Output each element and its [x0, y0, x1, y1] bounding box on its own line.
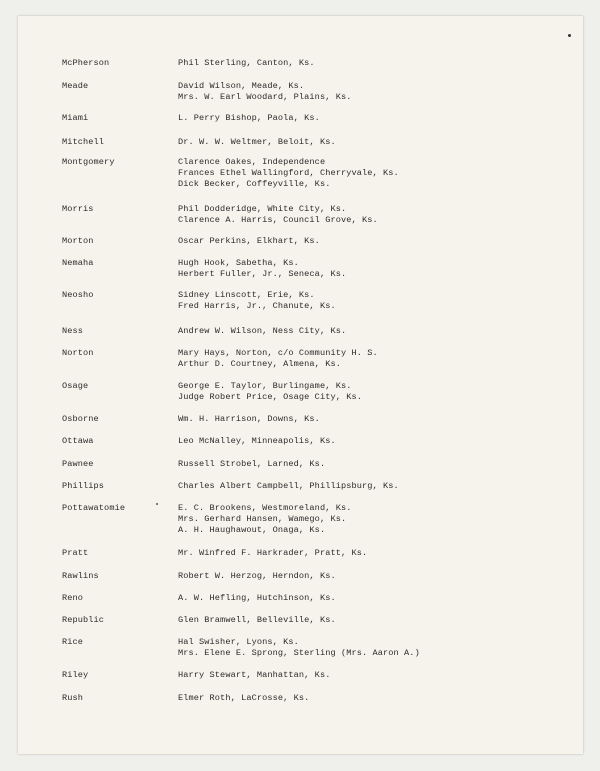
contact-names [178, 670, 330, 681]
contact-line: A. W. Hefling, Hutchinson, Ks. [178, 593, 336, 603]
county-name: Republic [62, 615, 105, 625]
contact-line: Russell Strobel, Larned, Ks. [178, 459, 326, 469]
contact-line: Clarence A. Harris, Council Grove, Ks. [178, 215, 378, 225]
contact-line: Glen Bramwell, Belleville, Ks. [178, 615, 336, 625]
contact-line: Fred Harris, Jr., Chanute, Ks. [178, 301, 336, 311]
contact-names [178, 436, 336, 447]
county-name: Osborne [62, 414, 99, 424]
county-name: Mitchell [62, 137, 105, 147]
county-name: Nemaha [62, 258, 94, 268]
county-name: Phillips [62, 481, 105, 491]
contact-names [178, 414, 320, 425]
county-name: McPherson [62, 58, 110, 68]
contact-names [178, 693, 309, 704]
contact-names [178, 381, 362, 403]
contact-names [178, 571, 336, 582]
county-name: Riley [62, 670, 89, 680]
contact-line: Hugh Hook, Sabetha, Ks. [178, 258, 299, 268]
contact-line: Charles Albert Campbell, Phillipsburg, Ks. [178, 481, 399, 491]
contact-names [178, 113, 320, 124]
contact-names [178, 290, 336, 312]
contact-names [178, 81, 351, 103]
contact-line: Elmer Roth, LaCrosse, Ks. [178, 693, 310, 703]
contact-names [178, 637, 420, 659]
contact-line: Mary Hays, Norton, c/o Community H. S. [178, 348, 378, 358]
contact-line: Hal Swisher, Lyons, Ks. [178, 637, 299, 647]
contact-line: Leo McNalley, Minneapolis, Ks. [178, 436, 336, 446]
contact-line: Mrs. W. Earl Woodard, Plains, Ks. [178, 92, 352, 102]
contact-names [178, 204, 378, 226]
county-name: Morton [62, 236, 94, 246]
contact-line: Judge Robert Price, Osage City, Ks. [178, 392, 362, 402]
contact-line: Sidney Linscott, Erie, Ks. [178, 290, 315, 300]
contact-names [178, 58, 315, 69]
contact-line: Robert W. Herzog, Herndon, Ks. [178, 571, 336, 581]
contact-names [178, 326, 346, 337]
contact-names [178, 236, 320, 247]
county-name: Rush [62, 693, 84, 703]
contact-names [178, 348, 378, 370]
county-name: Norton [62, 348, 94, 358]
county-name: Pawnee [62, 459, 94, 469]
contact-names [178, 503, 351, 536]
county-name: Pratt [62, 548, 89, 558]
contact-line: Mr. Winfred F. Harkrader, Pratt, Ks. [178, 548, 368, 558]
county-name: Reno [62, 593, 84, 603]
contact-line: Mrs. Gerhard Hansen, Wamego, Ks. [178, 514, 347, 524]
contact-line: George E. Taylor, Burlingame, Ks. [178, 381, 352, 391]
contact-names [178, 459, 325, 470]
contact-names [178, 593, 336, 604]
contact-line: Dick Becker, Coffeyville, Ks. [178, 179, 331, 189]
contact-line: A. H. Haughawout, Onaga, Ks. [178, 525, 326, 535]
contact-names [178, 615, 336, 626]
contact-names [178, 157, 399, 190]
county-name: Neosho [62, 290, 94, 300]
county-name: Osage [62, 381, 89, 391]
contact-names [178, 258, 346, 280]
county-name: Pottawatomie [62, 503, 126, 513]
contact-line: Mrs. Elene E. Sprong, Sterling (Mrs. Aaron A.) [178, 648, 420, 658]
county-name: Ottawa [62, 436, 94, 446]
county-name: Montgomery [62, 157, 115, 167]
county-name: Ness [62, 326, 84, 336]
contact-line: Phil Dodderidge, White City, Ks. [178, 204, 347, 214]
county-name: Miami [62, 113, 89, 123]
ink-dot [568, 34, 571, 37]
contact-names [178, 481, 399, 492]
contact-line: David Wilson, Meade, Ks. [178, 81, 305, 91]
contact-line: Phil Sterling, Canton, Ks. [178, 58, 315, 68]
contact-names [178, 137, 336, 148]
contact-line: Frances Ethel Wallingford, Cherryvale, Ks. [178, 168, 399, 178]
contact-line: Herbert Fuller, Jr., Seneca, Ks. [178, 269, 347, 279]
contact-line: Harry Stewart, Manhattan, Ks. [178, 670, 331, 680]
county-name: Morris [62, 204, 94, 214]
county-name: Meade [62, 81, 89, 91]
document-page [18, 16, 583, 754]
county-name: Rawlins [62, 571, 99, 581]
ink-speck [156, 503, 158, 505]
contact-line: Wm. H. Harrison, Downs, Ks. [178, 414, 320, 424]
contact-line: Dr. W. W. Weltmer, Beloit, Ks. [178, 137, 336, 147]
contact-line: E. C. Brookens, Westmoreland, Ks. [178, 503, 352, 513]
contact-line: Arthur D. Courtney, Almena, Ks. [178, 359, 341, 369]
contact-line: Andrew W. Wilson, Ness City, Ks. [178, 326, 347, 336]
contact-line: Oscar Perkins, Elkhart, Ks. [178, 236, 320, 246]
contact-names [178, 548, 367, 559]
contact-line: L. Perry Bishop, Paola, Ks. [178, 113, 320, 123]
county-name: Rice [62, 637, 84, 647]
contact-line: Clarence Oakes, Independence [178, 157, 326, 167]
